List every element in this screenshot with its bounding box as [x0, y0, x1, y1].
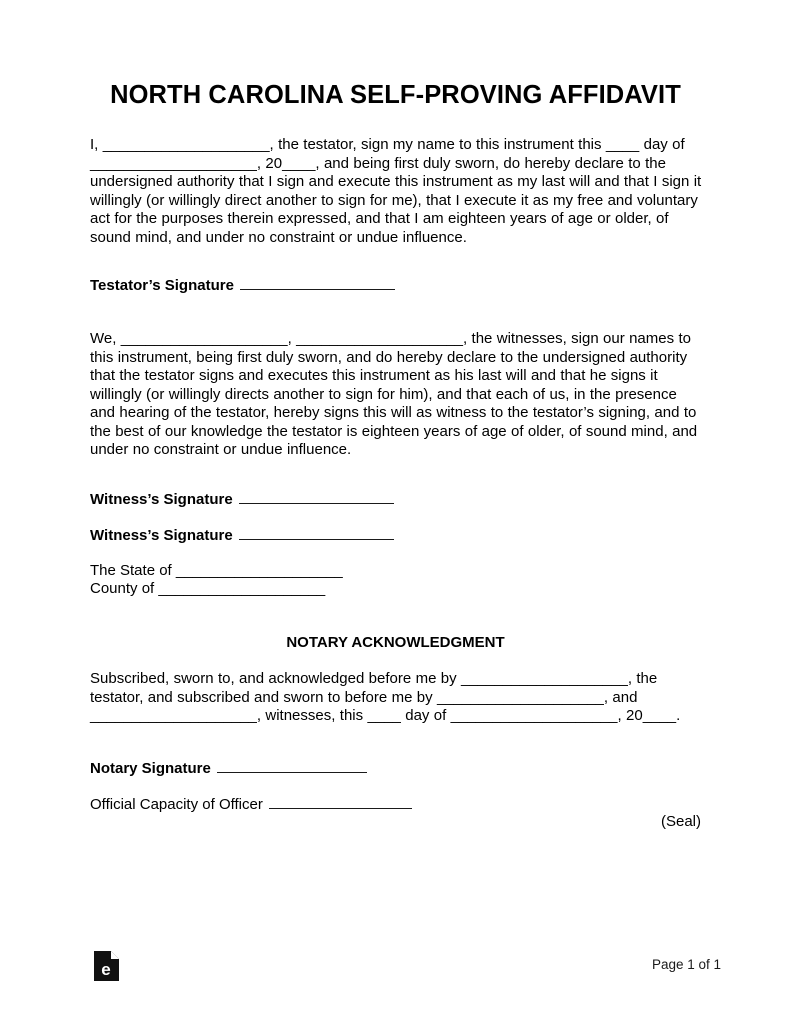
- testator-declaration-paragraph: I, ____________________, the testator, sign my name to this instrument this ____ day of ____________________, 20____, and being first duly sworn, do hereby declare to the undersigned authority that I sign and execute this instrument as my last will and that I sign it willingly (or willingly direct another to sign for me), that I execute it as my free and voluntary act for the purposes therein expressed, and that I am eighteen years of age or older, of sound mind, and under no constraint or undue influence.: [90, 136, 702, 246]
- testator-signature-rule[interactable]: [240, 277, 395, 290]
- witness-declaration-block: [90, 330, 702, 460]
- testator-signature-label: Testator’s Signature: [90, 277, 234, 294]
- notary-signature-label: Notary Signature: [90, 760, 211, 777]
- official-capacity-rule[interactable]: [269, 796, 412, 809]
- testator-signature-line[interactable]: [90, 277, 395, 296]
- notary-acknowledgment-block: [90, 670, 702, 726]
- witness-signature-rule-2[interactable]: [239, 527, 394, 540]
- witness-signature-rule-1[interactable]: [239, 491, 394, 504]
- witness-signature-label-2: Witness’s Signature: [90, 527, 233, 544]
- page-number: Page 1 of 1: [651, 957, 721, 972]
- official-capacity-line[interactable]: [90, 796, 412, 815]
- witness-signature-label-1: Witness’s Signature: [90, 491, 233, 508]
- eforms-logo: [92, 950, 122, 982]
- county-field[interactable]: County of ____________________: [90, 580, 326, 597]
- notary-acknowledgment-heading: NOTARY ACKNOWLEDGMENT: [286, 634, 505, 651]
- official-capacity-label: Official Capacity of Officer: [90, 796, 263, 813]
- witness-signature-line-2[interactable]: [90, 527, 394, 546]
- witness-signature-line-1[interactable]: [90, 491, 394, 510]
- document-page-icon: [92, 950, 122, 982]
- state-field[interactable]: The State of ____________________: [90, 562, 343, 579]
- page-title: NORTH CAROLINA SELF-PROVING AFFIDAVIT: [110, 81, 681, 110]
- testator-declaration-block: [90, 136, 702, 247]
- notary-acknowledgment-paragraph: Subscribed, sworn to, and acknowledged before me by ____________________, the testator, and subscribed and sworn to before me by ____________________, and ____________________, witnesses, this ____ day of ____________________, 20____.: [90, 670, 681, 724]
- seal-label: (Seal): [660, 813, 701, 830]
- notary-signature-line[interactable]: [90, 760, 367, 779]
- logo-letter-e: e: [101, 960, 111, 979]
- notary-signature-rule[interactable]: [217, 760, 367, 773]
- witness-declaration-paragraph: We, ____________________, ____________________, the witnesses, sign our names to this instrument, being first duly sworn, and do hereby declare to the undersigned authority that the testator signs and executes this instrument as his last will and that he signs it willingly (or willingly directs another to sign for him), and that each of us, in the presence and hearing of the testator, hereby signs this will as witness to the testator’s signing, and to the best of our knowledge the testator is eighteen years of age of older, of sound mind, and under no constraint or undue influence.: [90, 330, 698, 458]
